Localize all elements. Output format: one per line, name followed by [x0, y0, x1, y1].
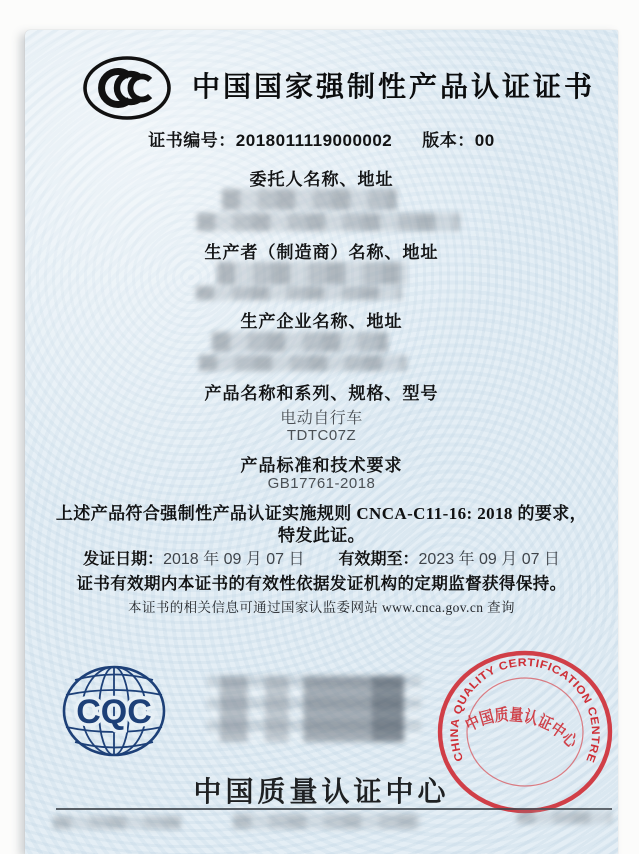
dates-row — [25, 546, 618, 569]
cqc-logo-icon — [61, 664, 167, 762]
expiry-date-label: 有效期至： — [338, 551, 419, 568]
issue-date-value: 2018 年 09 月 07 日 — [163, 551, 305, 568]
product-label: 产品名称和系列、规格、型号 — [204, 384, 439, 403]
redacted-manufacturer-line-1 — [217, 262, 407, 285]
standard-label: 产品标准和技术要求 — [240, 456, 403, 475]
certificate-paper — [25, 30, 618, 854]
issue-date-label: 发证日期： — [83, 551, 164, 568]
version-label: 版本： — [422, 131, 475, 150]
cert-number-label: 证书编号： — [148, 131, 236, 150]
cert-number-value: 2018011119000002 — [235, 131, 393, 150]
redacted-footer-right — [517, 811, 612, 824]
redacted-manufacturer-line-2 — [196, 286, 402, 300]
certificate-title: 中国国家强制性产品认证证书 — [191, 71, 595, 102]
stamp-text-cn: 中国质量认证中心 — [462, 705, 583, 754]
manufacturer-label: 生产者（制造商）名称、地址 — [204, 243, 439, 262]
issuer-name: 中国质量认证中心 — [193, 776, 450, 807]
redacted-factory-line-1 — [212, 332, 388, 352]
version-value: 00 — [474, 131, 495, 150]
ccc-logo-icon — [81, 54, 173, 122]
statement-line-2: 特发此证。 — [278, 526, 365, 545]
standard-value: GB17761-2018 — [267, 475, 376, 492]
product-model-value: TDTC07Z — [286, 427, 357, 444]
stamp-text-en: CHINA QUALITY CERTIFICATION CENTRE — [448, 656, 602, 764]
footer-divider — [56, 808, 612, 810]
redacted-applicant-line-1 — [222, 189, 397, 210]
validity-note: 证书有效期内本证书的有效性依据发证机构的定期监督获得保持。 — [76, 574, 567, 593]
factory-label: 生产企业名称、地址 — [240, 312, 403, 331]
certificate-meta-row — [25, 126, 618, 151]
applicant-label: 委托人名称、地址 — [249, 170, 394, 189]
redacted-applicant-line-2 — [197, 213, 460, 231]
info-note: 本证书的相关信息可通过国家认监委网站 www.cnca.gov.cn 查询 — [128, 600, 515, 615]
statement-line-1: 上述产品符合强制性产品认证实施规则 CNCA-C11-16: 2018 的要求， — [55, 504, 588, 523]
redacted-signature — [207, 676, 421, 742]
cqc-logo-text: CQC — [76, 693, 152, 731]
redacted-footer-left — [53, 816, 181, 829]
redacted-factory-line-2 — [199, 355, 407, 371]
svg-text:中国质量认证中心 — [459, 693, 587, 758]
product-name-value: 电动自行车 — [280, 410, 363, 427]
redacted-footer-center — [233, 814, 421, 829]
expiry-date-value: 2023 年 09 月 07 日 — [418, 551, 560, 568]
